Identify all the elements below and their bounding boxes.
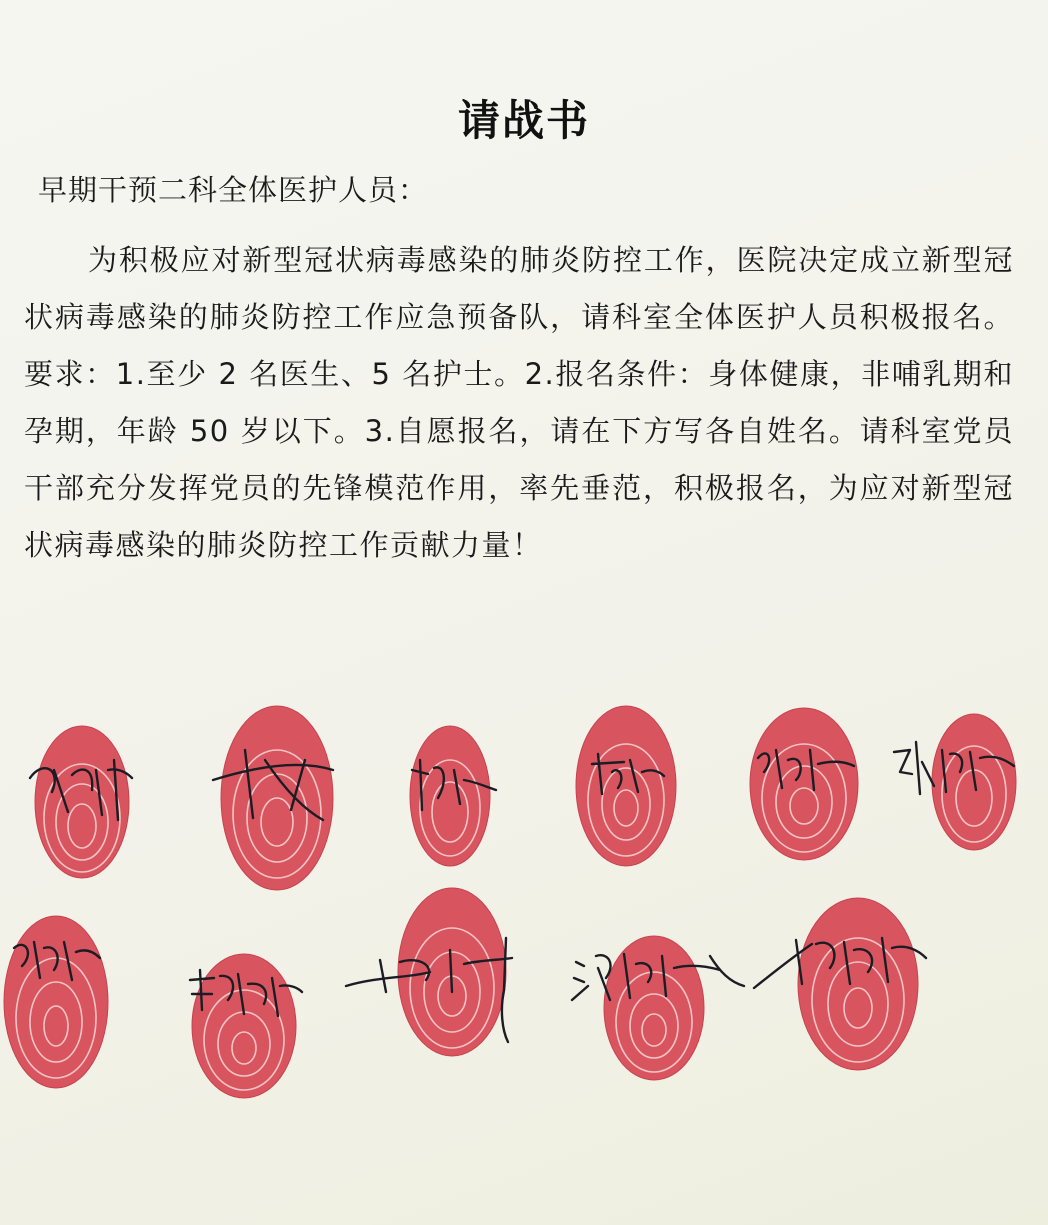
fingerprint-4 <box>568 702 688 872</box>
salutation: 早期干预二科全体医护人员： <box>38 173 429 207</box>
fingerprint-3 <box>402 720 502 870</box>
fingerprint-2 <box>205 700 345 900</box>
document-title: 请战书 <box>457 96 590 145</box>
fingerprint-10 <box>570 916 750 1086</box>
fingerprint-6 <box>886 702 1026 852</box>
signature-area <box>0 680 1048 1200</box>
fingerprint-5 <box>742 702 872 862</box>
fingerprint-7 <box>0 908 120 1098</box>
body-paragraph: 为积极应对新型冠状病毒感染的肺炎防控工作，医院决定成立新型冠状病毒感染的肺炎防控工作应急预备队，请科室全体医护人员积极报名。要求：1.至少 2 名医生、5 名护士。2.报名条件：身体健康，非哺乳期和孕期，年龄 50 岁以下。3.自愿报名，请在下方写各自姓名。请科室党员干部充分发挥党员的先锋模范作用，率先垂范，积极报名，为应对新型冠状病毒感染的肺炎防控工作贡献力量！ <box>24 243 1014 562</box>
fingerprint-9 <box>340 880 540 1080</box>
fingerprint-11 <box>750 892 940 1082</box>
fingerprint-1 <box>22 720 142 890</box>
fingerprint-8 <box>180 940 310 1100</box>
